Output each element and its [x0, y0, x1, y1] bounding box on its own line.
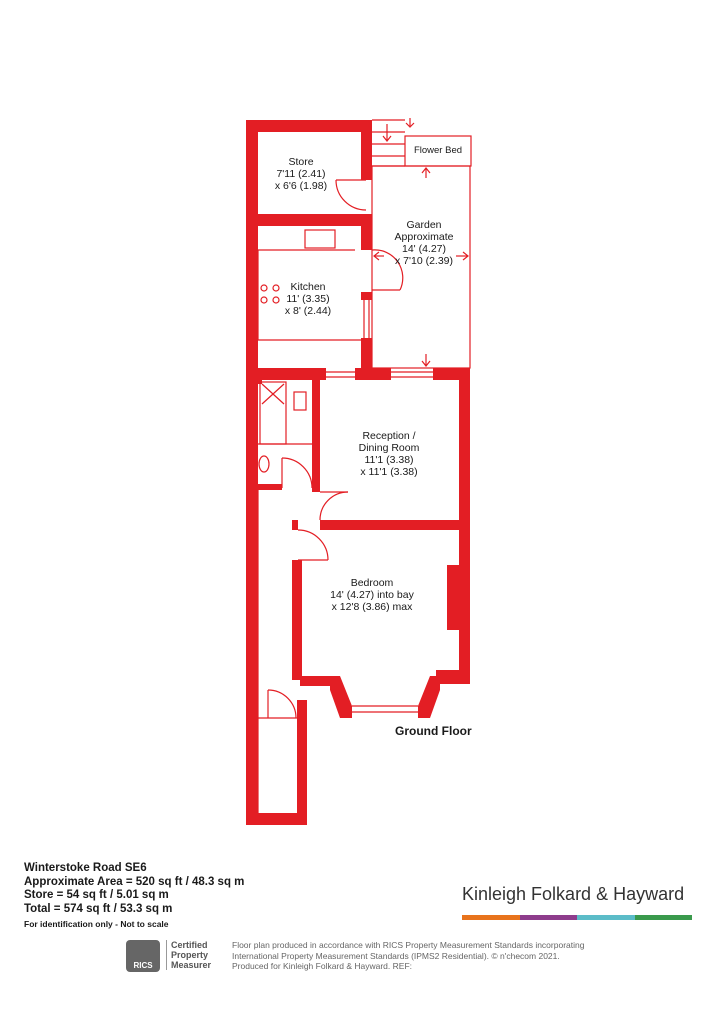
wall — [246, 120, 372, 132]
address: Winterstoke Road SE6 — [24, 862, 147, 874]
brand-bar-segment — [520, 915, 578, 920]
wall — [312, 380, 320, 492]
disclaimer-line: Floor plan produced in accordance with RICS Property Measurement Standards incorporating — [232, 940, 585, 950]
door-swing — [298, 530, 328, 560]
wall — [292, 520, 298, 530]
bath — [260, 382, 286, 444]
wall — [361, 338, 372, 368]
room-dimension: x 8' (2.44) — [284, 305, 332, 317]
room-dimension: 7'11 (2.41) — [276, 168, 326, 180]
brand-bar-segment — [577, 915, 635, 920]
room-name: Store — [288, 156, 314, 168]
wall — [300, 676, 332, 686]
wall — [361, 292, 372, 300]
brand-bar-segment — [462, 915, 520, 920]
disclaimer-line: International Property Measurement Standards (IPMS2 Residential). © n'checom 2021. — [232, 950, 560, 961]
disclaimer — [232, 940, 602, 972]
door-swing — [336, 180, 366, 210]
store-area: Store = 54 sq ft / 5.01 sq m — [24, 889, 169, 901]
room-dimension: x 7'10 (2.39) — [394, 255, 454, 267]
kitchen-label — [270, 281, 346, 317]
wall — [292, 560, 302, 680]
wall — [436, 670, 470, 684]
wall — [246, 214, 372, 226]
wall — [320, 520, 460, 530]
basin — [259, 456, 269, 472]
room-dimension: x 11'1 (3.38) — [360, 466, 418, 478]
rics-line: Property — [171, 950, 209, 960]
rics-text — [166, 940, 211, 970]
room-dimension: 14' (4.27) into bay — [330, 589, 414, 601]
room-name: Reception / — [362, 430, 416, 442]
room-name: Kitchen — [290, 281, 326, 293]
room-name: Bedroom — [350, 577, 394, 589]
rics-line: Certified — [171, 940, 208, 950]
bay-wall — [330, 676, 352, 718]
brand-logo: Kinleigh Folkard & Hayward — [462, 884, 685, 904]
room-dimension: 14' (4.27) — [401, 243, 447, 255]
room-subtitle: Approximate — [394, 231, 454, 243]
wall — [355, 368, 391, 380]
total-area: Total = 574 sq ft / 53.3 sq m — [24, 902, 173, 915]
garden-outline — [372, 166, 470, 368]
rics-line: Measurer — [171, 960, 212, 970]
room-dimension: 11' (3.35) — [286, 293, 330, 305]
wall — [246, 813, 307, 825]
room-dimension: x 6'6 (1.98) — [274, 180, 328, 192]
rics-badge — [126, 940, 222, 972]
door-swing — [268, 690, 296, 718]
wall — [246, 368, 326, 380]
wall — [361, 120, 372, 180]
reception-label — [344, 430, 434, 478]
disclaimer-line: Produced for Kinleigh Folkard & Hayward. REF: — [232, 961, 412, 971]
brand-bar-segment — [635, 915, 693, 920]
garden-label — [378, 219, 470, 267]
brand-color-bar — [462, 915, 692, 920]
wall — [297, 700, 307, 825]
wall — [447, 565, 459, 630]
toilet — [294, 392, 306, 410]
rics-logo: RICS — [126, 940, 160, 972]
wall — [258, 484, 282, 490]
wall — [459, 368, 470, 680]
store-label — [268, 156, 334, 192]
bedroom-label — [316, 577, 428, 613]
room-name: Garden — [406, 219, 442, 231]
floor-label: Ground Floor — [395, 724, 472, 738]
wall — [361, 214, 372, 250]
room-dimension: 11'1 (3.38) — [364, 454, 414, 466]
approx-area: Approximate Area = 520 sq ft / 48.3 sq m — [24, 875, 245, 888]
flower-bed-label: Flower Bed — [413, 144, 463, 156]
door-swing — [320, 492, 348, 520]
door-swing — [282, 458, 312, 488]
room-dimension: x 12'8 (3.86) max — [331, 601, 413, 613]
hob — [261, 285, 267, 291]
scale-note: For identification only - Not to scale — [24, 919, 169, 929]
room-subtitle: Dining Room — [358, 442, 420, 454]
sink — [305, 230, 335, 248]
hob — [261, 297, 267, 303]
property-info — [24, 862, 244, 932]
